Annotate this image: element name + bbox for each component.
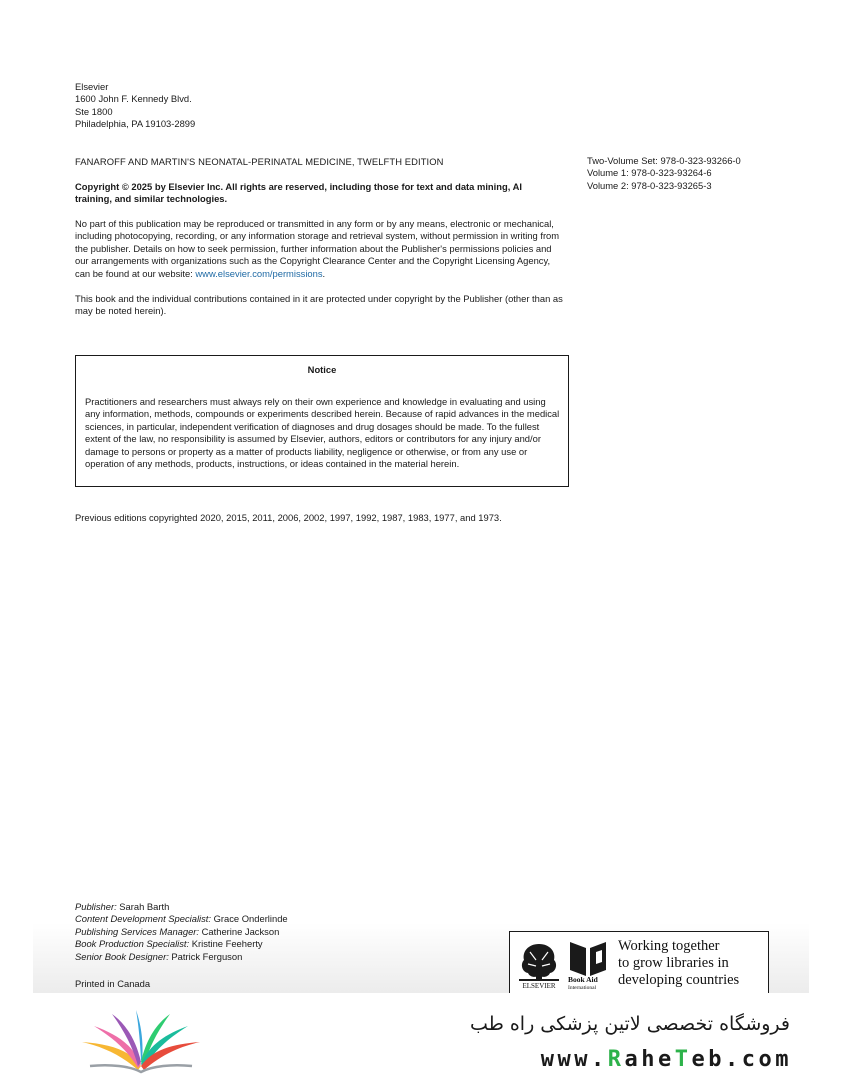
publisher-address <box>75 81 195 131</box>
printed-in: Printed in Canada <box>75 978 151 989</box>
store-url[interactable] <box>440 1045 792 1075</box>
slogan-line: to grow libraries in <box>618 955 729 971</box>
previous-editions: Previous editions copyrighted 2020, 2015, 2011, 2006, 2002, 1997, 1992, 1987, 1983, 1977, and 1973. <box>75 512 502 523</box>
credit-line <box>75 951 288 963</box>
credit-line <box>75 901 288 913</box>
credit-line <box>75 938 288 950</box>
isbn-block <box>587 155 741 192</box>
notice-title: Notice <box>307 364 337 375</box>
permissions-end: . <box>322 267 326 279</box>
isbn-line: Volume 1: 978-0-323-93264-6 <box>587 167 712 179</box>
open-book-logo <box>80 1008 202 1074</box>
credit-role: Book Production Specialist: <box>75 938 190 950</box>
url-part-accent: T <box>674 1047 692 1072</box>
slogan-line: developing countries <box>618 972 740 988</box>
credit-name: Grace Onderlinde <box>211 913 288 925</box>
permissions-link[interactable]: www.elsevier.com/permissions <box>195 267 323 279</box>
store-name-persian: فروشگاه تخصصی لاتین پزشکی راه طب <box>470 1013 790 1035</box>
credit-name: Kristine Feeherty <box>189 938 263 950</box>
credit-role: Content Development Specialist: <box>75 913 212 925</box>
copyright-statement: Copyright © 2025 by Elsevier Inc. All rights are reserved, including those for text and data mining, AI training, and similar technologies. <box>75 181 522 205</box>
book-aid-box <box>509 931 769 993</box>
credit-name: Patrick Ferguson <box>168 950 243 962</box>
permissions-text: No part of this publication may be reproduced or transmitted in any form or by any means, electronic or mechanical, including photocopying, recording, or any information storage and retrieval system, without permission in writing from the publisher. Details on how to seek permission, further information about the Publisher's permissions policies and our arrangements with organizations such as the Copyright Clearance Center and the Copyright Licensing Agency, can be found at our website: <box>75 218 560 279</box>
url-part-accent: R <box>607 1047 625 1072</box>
permissions-paragraph <box>75 218 565 280</box>
credit-line <box>75 926 288 938</box>
url-part: www. <box>540 1047 608 1072</box>
credit-name: Sarah Barth <box>116 901 170 912</box>
address-line: Philadelphia, PA 19103-2899 <box>75 118 196 130</box>
address-line: 1600 John F. Kennedy Blvd. <box>75 93 192 105</box>
credit-role: Publisher: <box>75 901 117 912</box>
book-aid-logo <box>566 938 612 990</box>
isbn-line: Volume 2: 978-0-323-93265-3 <box>587 179 712 191</box>
protected-statement: This book and the individual contributions contained in it are protected under copyright by the Publisher (other than as may be noted herein). <box>75 293 563 317</box>
book-aid-international: International <box>568 985 597 990</box>
elsevier-tree-logo <box>516 938 562 990</box>
credits-block <box>75 901 288 963</box>
url-part: eb.com <box>691 1047 792 1072</box>
url-part: ahe <box>624 1047 675 1072</box>
isbn-line: Two-Volume Set: 978-0-323-93266-0 <box>587 155 741 166</box>
address-line: Elsevier <box>75 81 109 92</box>
credit-line <box>75 913 288 925</box>
elsevier-wordmark: ELSEVIER <box>522 982 556 990</box>
notice-box <box>75 355 569 487</box>
address-line: Ste 1800 <box>75 105 113 117</box>
book-aid-wordmark: Book Aid <box>568 975 598 984</box>
credit-name: Catherine Jackson <box>199 925 280 937</box>
notice-body: Practitioners and researchers must always rely on their own experience and knowledge in evaluating and using any information, methods, compounds or experiments described herein. Because of rapid advances in the medical sciences, in particular, independent verification of diagnoses and drug dosages should be made. To the fullest extent of the law, no responsibility is assumed by Elsevier, authors, editors or contributors for any injury and/or damage to persons or property as a matter of products liability, negligence or otherwise, or from any use or operation of any methods, products, instructions, or ideas contained in the material herein. <box>85 396 560 470</box>
book-title-line: FANAROFF AND MARTIN'S NEONATAL-PERINATAL MEDICINE, TWELFTH EDITION <box>75 156 444 167</box>
slogan-line: Working together <box>618 938 720 954</box>
credit-role: Publishing Services Manager: <box>75 925 200 937</box>
book-aid-slogan <box>618 938 768 989</box>
credit-role: Senior Book Designer: <box>75 950 169 962</box>
